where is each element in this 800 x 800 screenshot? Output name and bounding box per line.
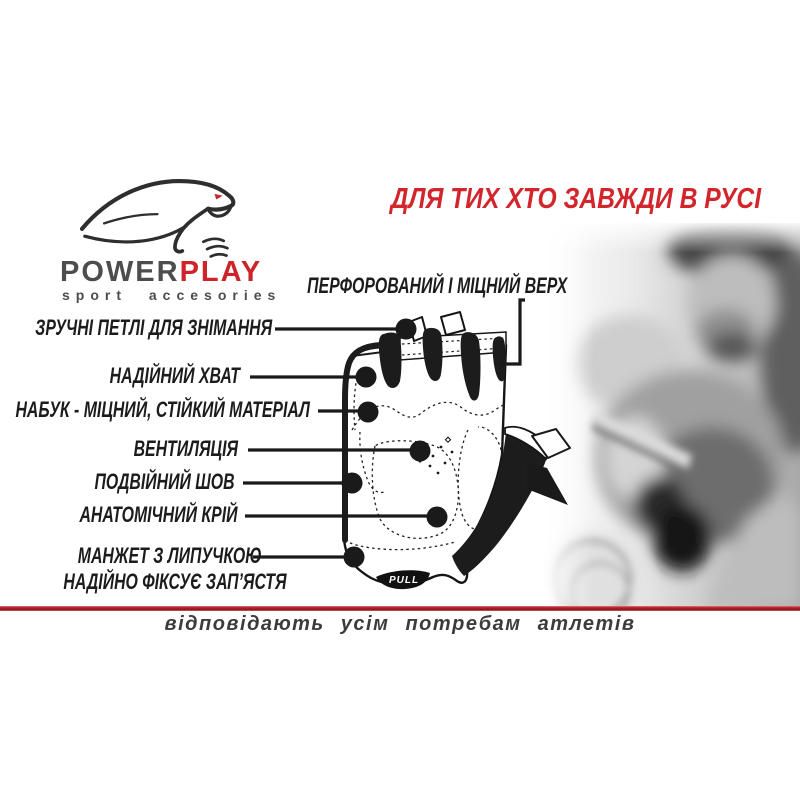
red-divider-rule xyxy=(0,606,800,611)
feature-label-text: НАДІЙНО ФІКСУЄ ЗАП’ЯСТЯ xyxy=(63,569,287,594)
feature-label-text: ПОДВІЙНИЙ ШОВ xyxy=(94,469,235,494)
feature-label-text: ВЕНТИЛЯЦІЯ xyxy=(133,436,238,461)
headline xyxy=(356,183,796,216)
feature-label-cuff xyxy=(20,543,320,595)
pull-tab-label: PULL xyxy=(388,575,420,586)
brand-power: POWER xyxy=(60,256,180,288)
brand-play: PLAY xyxy=(179,256,263,288)
feature-label-loops xyxy=(0,315,272,341)
feature-label-top-text: ПЕРФОРОВАНИЙ І МІЦНИЙ ВЕРХ xyxy=(306,273,567,298)
feature-label-ventilation xyxy=(93,436,238,462)
panther-eye xyxy=(214,194,222,200)
feature-label-text: МАНЖЕТ З ЛИПУЧКОЮ xyxy=(78,543,262,568)
panther-logo-icon xyxy=(68,170,280,262)
feature-label-text: НАБУК - МІЦНИЙ, СТІЙКИЙ МАТЕРІАЛ xyxy=(15,397,310,422)
feature-label-top xyxy=(206,273,567,299)
feature-label-grip xyxy=(59,363,240,389)
pull-loop xyxy=(441,312,465,335)
brand-tagline: sport accesories xyxy=(62,287,282,303)
feature-label-double-seam xyxy=(40,469,235,495)
feature-label-text: НАДІЙНИЙ ХВАТ xyxy=(109,363,240,388)
headline-text: ДЛЯ ТИХ ХТО ЗАВЖДИ В РУСІ xyxy=(390,183,762,215)
footer-caption: відповідають усім потребам атлетів xyxy=(164,613,636,635)
feature-label-nubuck xyxy=(0,397,310,423)
feature-label-text: АНАТОМІЧНИЙ КРІЙ xyxy=(78,502,237,527)
feature-label-anatomic-cut xyxy=(18,502,238,528)
feature-label-text: ЗРУЧНІ ПЕТЛІ ДЛЯ ЗНІМАННЯ xyxy=(35,315,272,340)
